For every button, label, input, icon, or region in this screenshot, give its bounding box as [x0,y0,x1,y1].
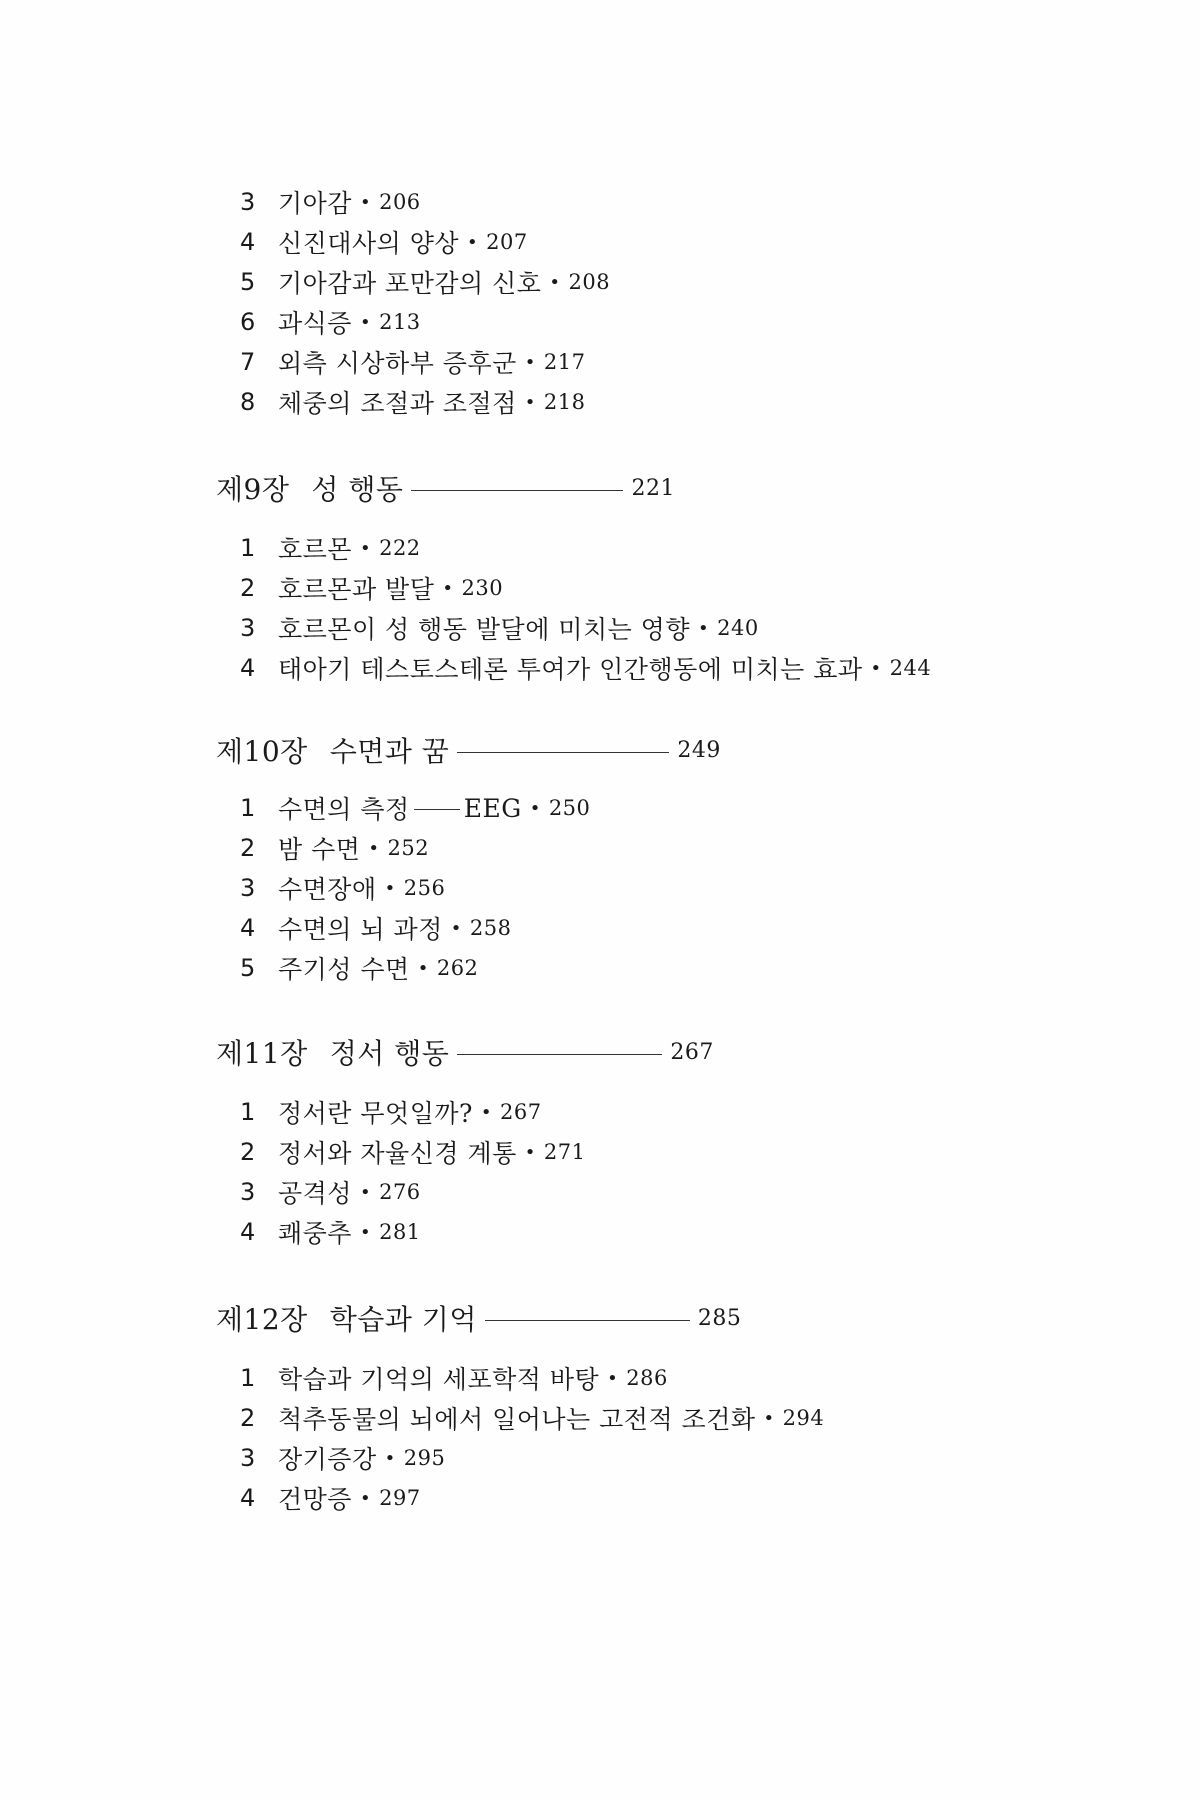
toc-item [240,182,421,222]
item-title: 주기성 수면 [278,955,410,984]
toc-item [240,1132,585,1172]
item-page-number: 208 [568,270,611,294]
item-title: 수면의 뇌 과정 [278,915,443,944]
item-title: 호르몬 [278,535,352,564]
item-page-number: 207 [486,230,528,254]
item-number: 2 [240,1404,256,1432]
item-number: 4 [240,654,256,682]
chapter-page-number: 249 [677,737,721,763]
item-page-number: 258 [469,916,512,940]
toc-item [240,948,478,988]
toc-item [240,1438,445,1478]
chapter-page-number: 267 [670,1039,714,1065]
item-title: 호르몬과 발달 [278,575,435,604]
bullet-separator: • [450,917,462,939]
chapter-title: 학습과 기억 [329,1303,477,1336]
toc-item [240,302,421,342]
toc-item [240,788,590,828]
chapter-page-number: 285 [697,1305,742,1331]
toc-item [240,382,585,422]
bullet-separator: • [524,351,536,373]
toc-item [240,1212,421,1252]
item-page-number: 252 [387,836,430,860]
item-page-number: 250 [548,796,591,820]
toc-item [240,828,429,868]
item-title: 체중의 조절과 조절점 [278,389,517,418]
bullet-separator: • [480,1101,493,1123]
item-title: 호르몬이 성 행동 발달에 미치는 영향 [278,615,690,644]
item-number: 4 [240,228,256,256]
toc-item [240,528,421,568]
item-page-number: 267 [500,1100,542,1124]
bullet-separator: • [524,391,536,413]
item-number: 1 [240,1098,256,1126]
item-number: 1 [240,534,256,562]
item-page-number: 297 [379,1486,421,1510]
toc-item [240,262,610,302]
toc-item [240,648,931,688]
toc-item [240,1172,421,1212]
item-number: 7 [240,348,256,376]
item-page-number: 271 [543,1140,586,1164]
chapter-label: 제10장 [216,735,308,768]
item-number: 4 [240,914,256,942]
item-number: 4 [240,1484,256,1512]
leader-line [411,490,623,491]
item-number: 1 [240,794,256,822]
item-page-number: 230 [461,576,504,600]
chapter-title: 수면과 꿈 [329,735,450,768]
item-title: 정서와 자율신경 계통 [278,1139,517,1168]
chapter-page-number: 221 [631,475,675,501]
bullet-separator: • [607,1367,619,1389]
toc-item [240,608,759,648]
bullet-separator: • [384,877,396,899]
bullet-separator: • [359,191,372,213]
bullet-separator: • [359,1221,372,1243]
item-page-number: 294 [782,1406,825,1430]
item-page-number: 256 [403,876,446,900]
item-number: 8 [240,388,256,416]
item-number: 3 [240,614,256,642]
item-page-number: 213 [379,310,421,334]
item-number: 3 [240,874,256,902]
item-number: 5 [240,268,256,296]
chapter-label: 제9장 [216,473,290,506]
item-page-number: 206 [379,190,421,214]
item-page-number: 286 [626,1366,668,1390]
toc-item [240,342,585,382]
item-title: 수면의 측정 [278,795,410,824]
bullet-separator: • [417,957,429,979]
item-title: 과식증 [278,309,352,338]
item-number: 6 [240,308,256,336]
item-number: 5 [240,954,256,982]
item-number: 3 [240,188,256,216]
bullet-separator: • [359,537,372,559]
toc-item [240,868,445,908]
item-title: 밤 수면 [278,835,361,864]
bullet-separator: • [524,1141,536,1163]
bullet-separator: • [467,231,479,253]
chapter-heading [216,730,721,770]
item-page-number: 276 [379,1180,421,1204]
item-number: 3 [240,1444,256,1472]
item-number: 2 [240,834,256,862]
item-title: 척추동물의 뇌에서 일어나는 고전적 조건화 [278,1405,756,1434]
toc-item [240,1358,668,1398]
chapter-label: 제11장 [216,1037,308,1070]
item-title: 공격성 [278,1179,352,1208]
item-number: 3 [240,1178,256,1206]
item-page-number: 244 [889,656,932,680]
item-page-number: 218 [543,390,586,414]
toc-item [240,908,512,948]
item-number: 1 [240,1364,256,1392]
chapter-heading [216,1032,714,1072]
toc-item [240,1092,542,1132]
item-title: 건망증 [278,1485,352,1514]
bullet-separator: • [698,617,710,639]
item-title: 외측 시상하부 증후군 [278,349,517,378]
item-title: 장기증강 [278,1445,377,1474]
item-number: 4 [240,1218,256,1246]
item-page-number: 295 [403,1446,446,1470]
bullet-separator: • [763,1407,775,1429]
item-number: 2 [240,1138,256,1166]
item-page-number: 281 [379,1220,421,1244]
item-title: 쾌중추 [278,1219,352,1248]
item-title: 기아감과 포만감의 신호 [278,269,542,298]
item-number: 2 [240,574,256,602]
bullet-separator: • [870,657,882,679]
bullet-separator: • [359,1487,372,1509]
bullet-separator: • [529,797,541,819]
toc-item [240,222,528,262]
chapter-title: 성 행동 [311,473,404,506]
item-title: 기아감 [278,189,352,218]
item-title: 신진대사의 양상 [278,229,459,258]
item-title: 정서란 무엇일까? [278,1099,473,1128]
chapter-heading [216,1298,741,1338]
leader-line [457,1054,662,1055]
bullet-separator: • [359,311,372,333]
item-title-suffix: EEG [463,793,522,823]
bullet-separator: • [384,1447,396,1469]
leader-line [485,1320,690,1321]
toc-item [240,1478,421,1518]
toc-item [240,1398,824,1438]
em-dash-line [414,809,460,810]
item-title: 수면장애 [278,875,377,904]
bullet-separator: • [359,1181,372,1203]
bullet-separator: • [549,271,561,293]
item-title: 학습과 기억의 세포학적 바탕 [278,1365,600,1394]
toc-item [240,568,503,608]
bullet-separator: • [368,837,380,859]
item-title: 태아기 테스토스테론 투여가 인간행동에 미치는 효과 [278,655,863,684]
leader-line [457,752,669,753]
chapter-label: 제12장 [216,1303,308,1336]
bullet-separator: • [442,577,454,599]
chapter-title: 정서 행동 [329,1037,450,1070]
chapter-heading [216,468,675,508]
item-page-number: 240 [717,616,759,640]
item-page-number: 262 [436,956,479,980]
item-page-number: 222 [379,536,421,560]
item-page-number: 217 [543,350,586,374]
